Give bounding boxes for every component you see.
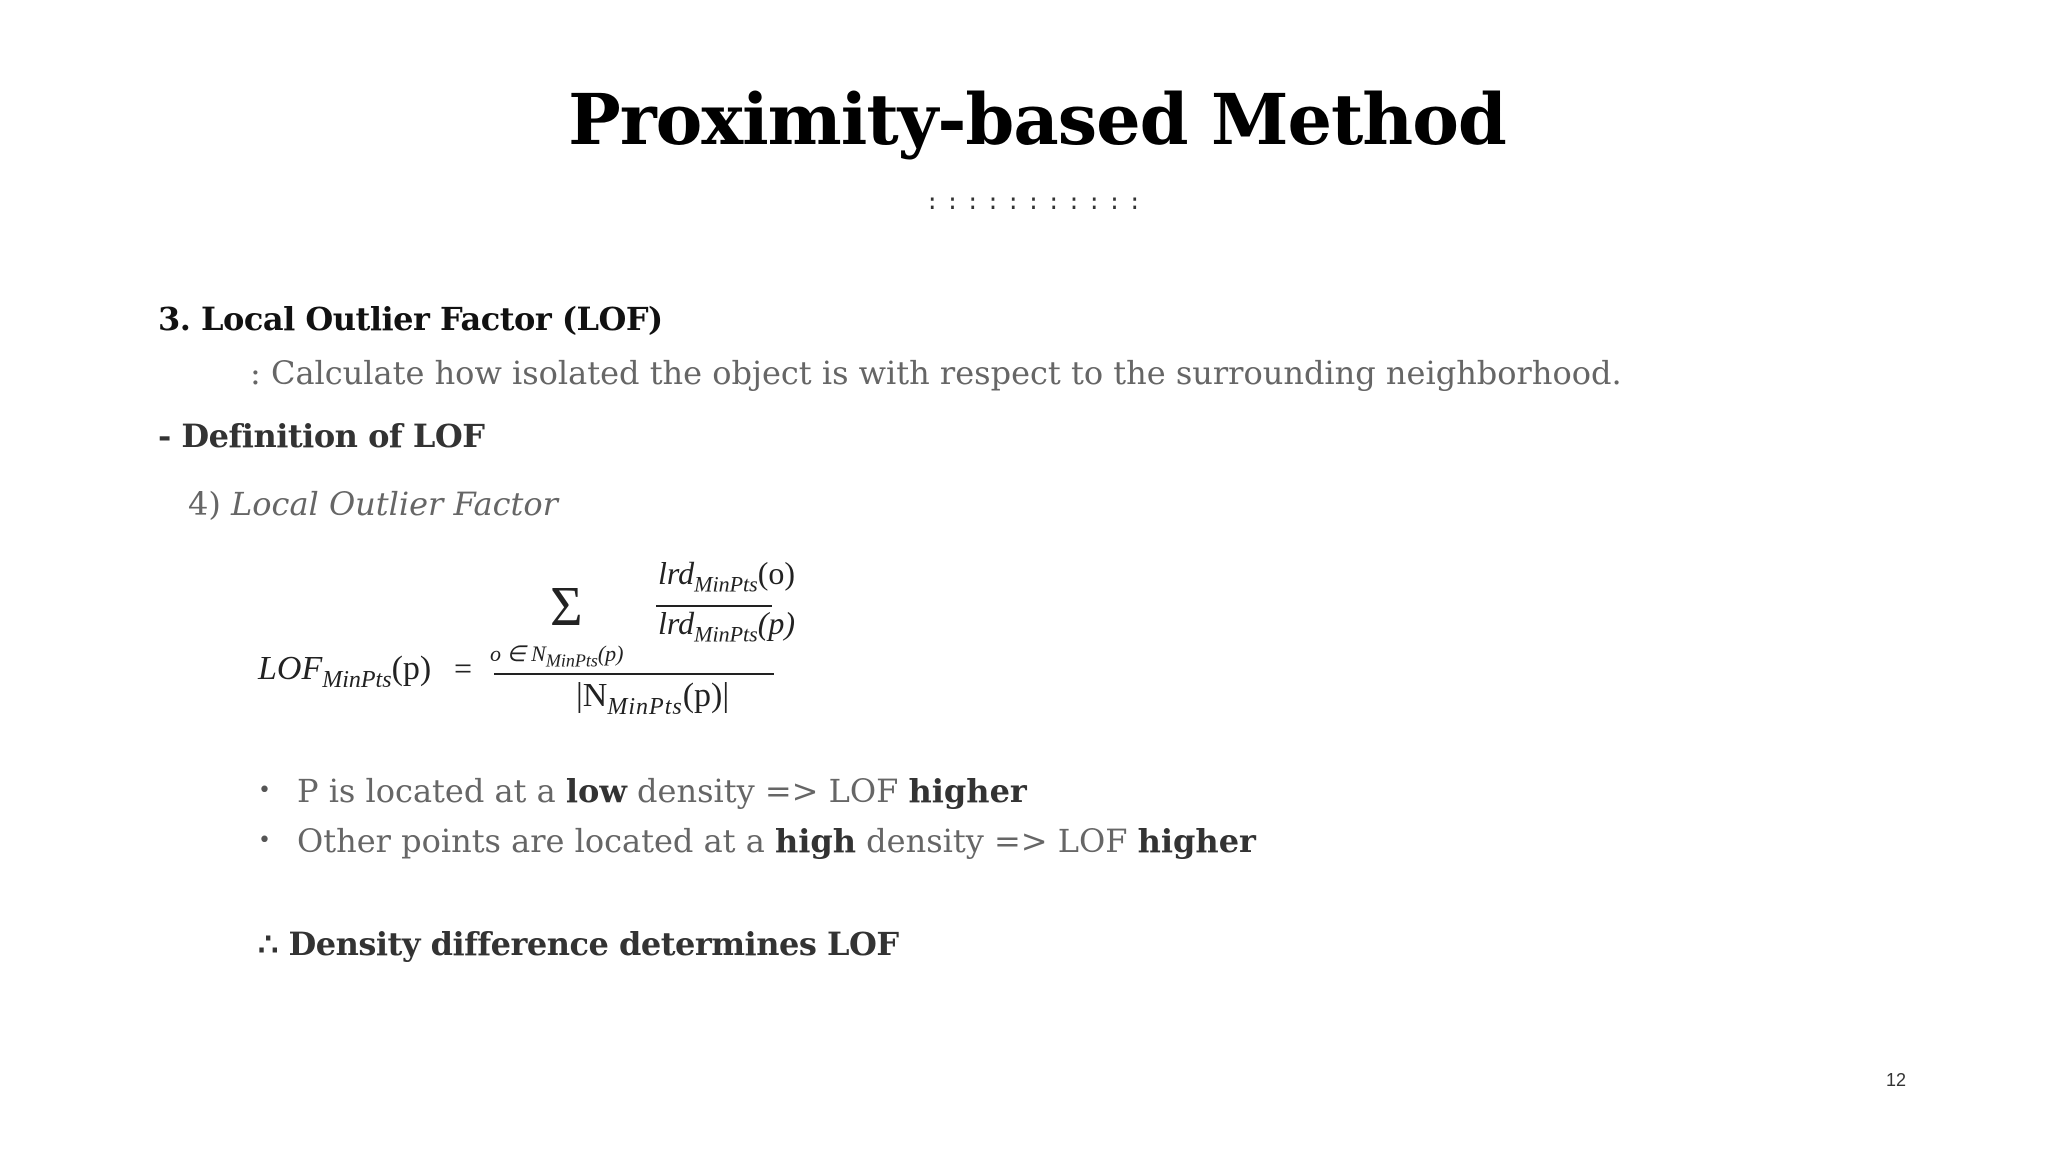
title-decoration: :::::::::::	[925, 190, 1149, 215]
inner-numerator: lrd$_{MinPts}$(o)	[658, 555, 796, 597]
item-local-outlier-factor	[188, 485, 558, 523]
section-heading: 3. Local Outlier Factor (LOF)	[158, 300, 663, 338]
bullet-item: • P is located at a low density => LOF higher	[258, 772, 1027, 810]
formula-lhs: $LOF_{MinPts}(p)$	[258, 650, 432, 693]
inner-denominator: lrd$_{MinPts}$(p)	[658, 605, 796, 647]
item-number: 4)	[188, 485, 221, 523]
section-description: : Calculate how isolated the object is with respect to the surrounding neighborhood.	[250, 354, 1622, 392]
main-denominator: $|N_{MinPts}(p)|$	[576, 677, 730, 720]
bullet-item: • Other points are located at a high density => LOF higher	[258, 822, 1256, 860]
main-fraction-bar	[494, 673, 774, 675]
item-title: Local Outlier Factor	[231, 485, 558, 523]
formula-equals: =	[454, 650, 473, 686]
sigma-symbol: Σ	[550, 576, 583, 638]
lof-formula	[258, 555, 818, 735]
definition-heading: - Definition of LOF	[158, 417, 485, 455]
sum-index: o ∈ $N_{MinPts}(p)$	[490, 641, 624, 671]
bullet-icon: •	[258, 778, 271, 803]
page-number: 12	[1886, 1070, 1907, 1090]
slide-title: Proximity-based Method	[568, 78, 1506, 161]
bullet-icon: •	[258, 828, 271, 853]
conclusion: ∴ Density difference determines LOF	[258, 925, 899, 963]
